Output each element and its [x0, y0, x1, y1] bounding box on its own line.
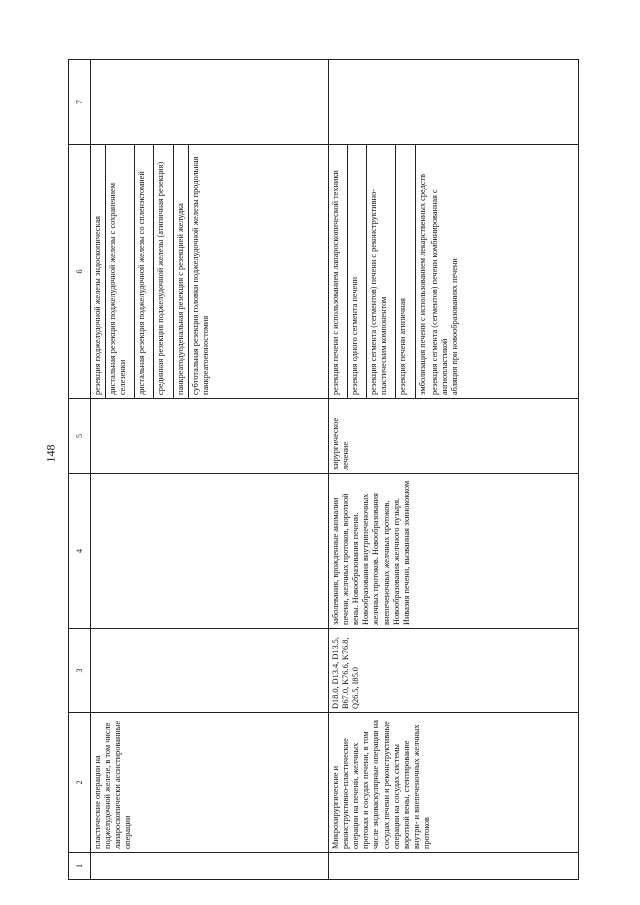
icd-codes-cell: D18.0, D13.4, D13.5, B67.0, K76.6, K76.8, Q26.5, I85.0: [329, 629, 579, 713]
header-cell: 2: [69, 713, 91, 853]
header-cell: 4: [69, 474, 91, 629]
treatment-method: эмболизация печени с использованием лекарственных средств: [415, 145, 428, 398]
treatment-method: дистальная резекция поджелудочной железы со спленэктомией: [134, 145, 147, 398]
header-cell: 6: [69, 145, 91, 399]
treatment-method: панкреатодуоденальная резекция с резекцией желудка: [173, 145, 186, 398]
table-header-row: [69, 60, 91, 880]
treatment-method: резекция печени атипичная: [395, 145, 408, 398]
treatment-method: субтотальная резекция головки поджелудочной железы продольная панкреатоеюностомия: [188, 145, 211, 398]
diagnosis-cell: заболевания, врожденные аномалии печени, желчных протоков, воротной вены. Новообразования печени. Новообразования внутрипеченочных желчных протоков. Новообразования внепеченочных желчных протоков. Новообразования желчного пузыря. Инвазия печени, вызванная эхинококком: [329, 474, 579, 629]
header-cell: 1: [69, 853, 91, 880]
treatment-method: резекция сегмента (сегментов) печени комбинированная с ангиопластикой: [429, 189, 449, 395]
procedures-table: [68, 59, 579, 880]
header-cell: 5: [69, 399, 91, 474]
table-row: [91, 60, 329, 880]
treatment-method: дистальная резекция поджелудочной железы с сохранением селезенки: [105, 145, 128, 398]
treatment-method: резекция печени с использованием лапароскопической техники: [331, 170, 340, 395]
standard-cell: [329, 60, 579, 145]
treatment-method: резекция одного сегмента печени: [347, 145, 360, 398]
standard-cell: [91, 60, 329, 145]
treatment-method: резекция сегмента (сегментов) печени с реконструктивно-пластическим компонентом: [366, 145, 389, 398]
page-number: 148: [43, 444, 58, 463]
treatment-type-cell: [91, 399, 329, 474]
diagnosis-cell: [91, 474, 329, 629]
treatment-method: абляция при новообразованиях печени: [449, 258, 459, 395]
procedure-group-cell: Микрохирургические и реконструктивно-пластические операции на печени, желчных протоках и сосудах печени, в том числе эндоваскулярные операции на сосудах печени и реконструктивные операции на сосудах системы воротной вены, стентирование внутри- и внепеченочных желчных протоков: [329, 713, 579, 853]
icd-codes-cell: [91, 629, 329, 713]
rotated-table-container: [68, 60, 575, 880]
procedure-group-cell: пластические операции на поджелудочной железе, в том числе лапароскопически ассистированные операции: [91, 713, 329, 853]
treatment-methods-cell: [91, 145, 329, 399]
row-number-cell: [91, 853, 329, 880]
header-cell: 7: [69, 60, 91, 145]
treatment-method: резекция поджелудочной железы эндоскопическая: [93, 216, 102, 395]
table-row: [329, 60, 579, 880]
treatment-methods-cell: [329, 145, 579, 399]
treatment-method: срединная резекция поджелудочной железы (атипичная резекция): [153, 145, 166, 398]
row-number-cell: [329, 853, 579, 880]
header-cell: 3: [69, 629, 91, 713]
treatment-type-cell: хирургическое лечение: [329, 399, 579, 474]
